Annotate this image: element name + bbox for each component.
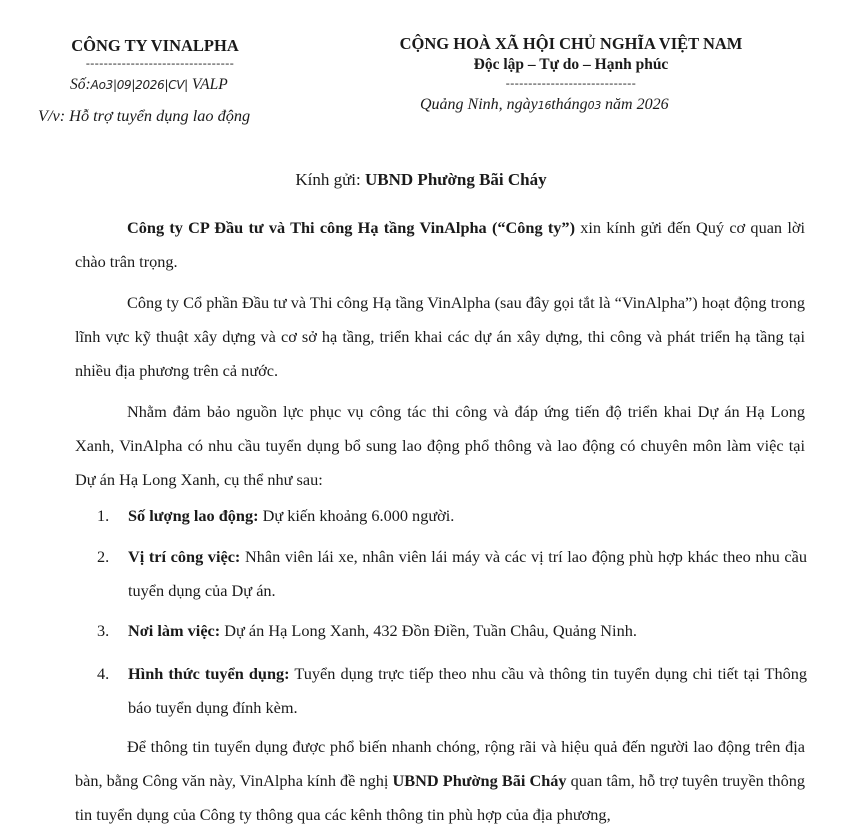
- list-item-text: Nhân viên lái xe, nhân viên lái máy và các vị trí lao động phù hợp khác theo nhu cầu tuyển dụng của Dự án.: [128, 547, 808, 600]
- company-name: CÔNG TY VINALPHA: [71, 36, 239, 55]
- list-item-number: 1.: [97, 506, 110, 525]
- motto: Độc lập – Tự do – Hạnh phúc: [473, 56, 669, 73]
- motto-rule: -----------------------------: [505, 76, 637, 90]
- list-item-number: 4.: [97, 664, 110, 683]
- intro-company-bold: Công ty CP Đầu tư và Thi công Hạ tầng VinAlpha (“Công ty”): [127, 218, 575, 237]
- handwritten-day: 16: [537, 99, 552, 112]
- subject-line: V/v: Hỗ trợ tuyển dụng lao động: [38, 106, 251, 125]
- list-item-text: Tuyển dụng trực tiếp theo nhu cầu và thông tin tuyển dụng chi tiết tại Thông báo tuyển dụng đính kèm.: [128, 664, 808, 717]
- recipient-label: Kính gửi:: [295, 170, 361, 189]
- list-item-label: Hình thức tuyển dụng:: [128, 664, 290, 683]
- list-item-label: Vị trí công việc:: [128, 547, 241, 566]
- support-request-text-b: quan tâm, hỗ trợ tuyên truyền thông tin tuyển dụng của Công ty thông qua các kênh thông tin phù hợp của địa phương,: [75, 771, 805, 824]
- intro-greeting: xin kính gửi đến Quý cơ quan lời chào trân trọng.: [75, 218, 805, 271]
- company-rule: ---------------------------------: [85, 56, 235, 70]
- handwritten-month: 03: [587, 99, 602, 112]
- intro-paragraph: [75, 211, 805, 279]
- list-item: [97, 540, 807, 608]
- nation-title: CỘNG HOÀ XÃ HỘI CHỦ NGHĨA VIỆT NAM: [399, 34, 743, 53]
- reference-number: [70, 76, 228, 94]
- company-description-paragraph: Công ty Cổ phần Đầu tư và Thi công Hạ tầng VinAlpha (sau đây gọi tắt là “VinAlpha”) hoạt động trong lĩnh vực kỹ thuật xây dựng và cơ sở hạ tầng, triển khai các dự án xây dựng, thi công và phát triển hạ tầng tại nhiều địa phương trên cả nước.: [75, 293, 805, 380]
- reference-prefix: Số:: [70, 76, 91, 93]
- support-request-recipient: UBND Phường Bãi Cháy: [392, 771, 567, 790]
- list-item: [97, 614, 807, 648]
- list-item: [97, 499, 807, 533]
- reference-suffix: VALP: [191, 76, 228, 93]
- list-item-label: Nơi làm việc:: [128, 621, 221, 640]
- recruitment-need-paragraph: Nhằm đảm bảo nguồn lực phục vụ công tác thi công và đáp ứng tiến độ triển khai Dự án Hạ Long Xanh, VinAlpha có nhu cầu tuyển dụng bổ sung lao động phổ thông và lao động có chuyên môn làm việc tại Dự án Hạ Long Xanh, cụ thể như sau:: [75, 402, 805, 489]
- support-request-paragraph: [75, 730, 805, 832]
- list-item-text: Dự án Hạ Long Xanh, 432 Đồn Điền, Tuần Châu, Quảng Ninh.: [220, 621, 637, 640]
- list-item: [97, 657, 807, 725]
- recipient-line: [0, 170, 842, 190]
- handwritten-reference: Ao3|09|2026|CV|: [90, 78, 188, 92]
- list-item-number: 3.: [97, 621, 110, 640]
- date-month-label: tháng: [551, 96, 588, 113]
- recipient-name: UBND Phường Bãi Cháy: [365, 170, 547, 189]
- date-line: [420, 96, 669, 114]
- list-item-number: 2.: [97, 547, 110, 566]
- list-item-label: Số lượng lao động:: [128, 506, 259, 525]
- date-year: năm 2026: [605, 96, 669, 113]
- date-place: Quảng Ninh, ngày: [420, 96, 538, 113]
- list-item-text: Dự kiến khoảng 6.000 người.: [258, 506, 455, 525]
- support-request-text-a: Để thông tin tuyển dụng được phổ biến nhanh chóng, rộng rãi và hiệu quả đến người lao động trên địa bàn, bằng Công văn này, VinAlpha kính đề nghị: [75, 737, 805, 790]
